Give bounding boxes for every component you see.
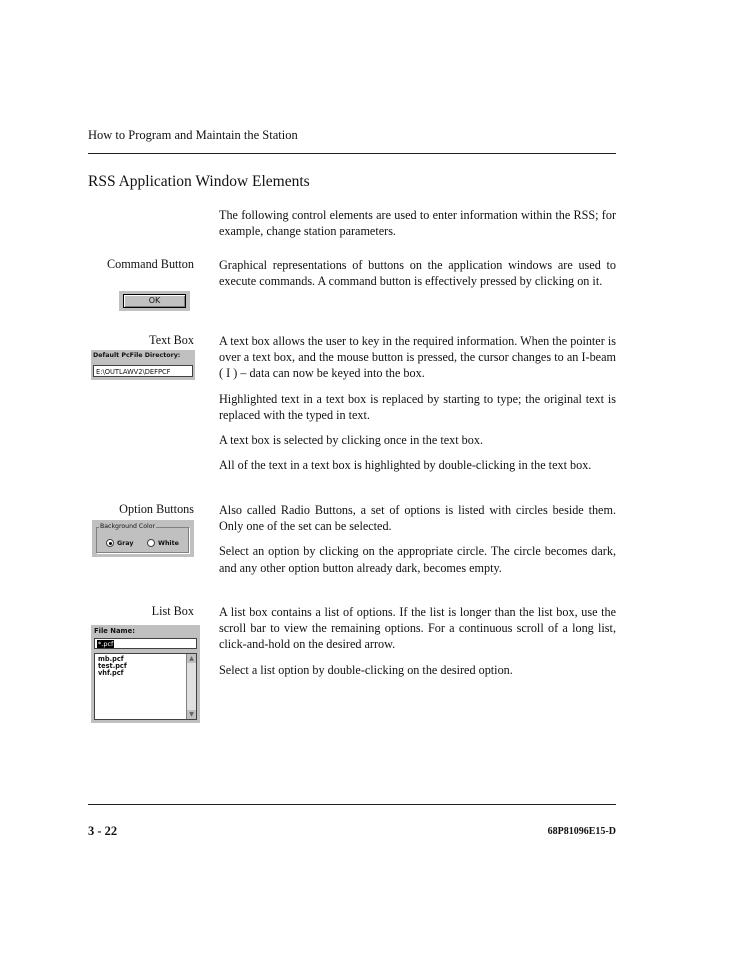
file-name-label: File Name: <box>94 627 135 635</box>
radio-option-white[interactable] <box>147 539 179 547</box>
list-box-label: List Box <box>151 604 194 618</box>
intro-text: The following control elements are used to enter information within the RSS; for example, change station parameters. <box>219 208 616 239</box>
paragraph: Graphical representations of buttons on the application windows are used to execute commands. A command button is effectively pressed by clicking on it. <box>219 258 616 289</box>
paragraph: Select a list option by double-clicking on the desired option. <box>219 662 513 677</box>
section-title: RSS Application Window Elements <box>88 173 310 190</box>
footer-rule <box>88 804 616 805</box>
text-box-description <box>219 333 616 482</box>
command-button-illustration <box>119 291 190 311</box>
radio-label: Gray <box>117 539 134 547</box>
document-number: 68P81096E15-D <box>547 826 616 837</box>
list-box-illustration <box>91 625 200 723</box>
text-box-label: Text Box <box>149 333 194 347</box>
radio-label: White <box>158 539 179 547</box>
text-box-illustration <box>91 350 195 380</box>
option-buttons-illustration <box>92 520 194 557</box>
list-item[interactable]: test.pcf <box>98 662 127 670</box>
list-item[interactable]: vhf.pcf <box>98 669 124 677</box>
vertical-scrollbar[interactable] <box>186 654 196 719</box>
paragraph: A text box allows the user to key in the required information. When the pointer is over a text box, and the mouse button is pressed, the cursor changes to an I-beam ( I ) – data can now be keyed into the box. <box>219 334 616 381</box>
file-name-input[interactable] <box>94 638 197 649</box>
paragraph: A text box is selected by clicking once in the text box. <box>219 433 484 448</box>
directory-field-label: Default PcFile Directory: <box>93 352 181 359</box>
radio-empty-icon[interactable] <box>147 539 155 547</box>
paragraph: Also called Radio Buttons, a set of options is listed with circles beside them. Only one of the set can be selected. <box>219 503 616 534</box>
option-buttons-label: Option Buttons <box>119 502 194 516</box>
paragraph: Highlighted text in a text box is replaced by starting to type; the original text is replaced with the typed in text. <box>219 391 616 422</box>
directory-input[interactable]: E:\OUTLAWV2\DEFPCF <box>93 365 193 377</box>
list-item[interactable]: mb.pcf <box>98 655 124 663</box>
paragraph: A list box contains a list of options. If the list is longer than the list box, use the scroll bar to view the remaining options. For a continuous scroll of a long list, click-and-hold on the desired arrow. <box>219 605 616 652</box>
scroll-down-arrow-icon[interactable]: ▼ <box>187 710 196 719</box>
group-legend: Background Color <box>100 523 156 530</box>
list-box-description <box>219 604 616 687</box>
radio-option-gray[interactable] <box>106 539 133 547</box>
header-rule <box>88 153 616 154</box>
command-button-label: Command Button <box>106 257 194 271</box>
page-number: 3 - 22 <box>88 824 118 838</box>
command-button-description <box>219 257 616 298</box>
file-name-value: *.pcf <box>98 640 114 648</box>
paragraph: All of the text in a text box is highlighted by double-clicking in the text box. <box>219 458 592 473</box>
paragraph: Select an option by clicking on the appropriate circle. The circle becomes dark, and any other option button already dark, becomes empty. <box>219 544 616 575</box>
scroll-up-arrow-icon[interactable]: ▲ <box>187 654 196 663</box>
option-buttons-description <box>219 502 616 585</box>
file-list[interactable] <box>94 653 197 720</box>
ok-button[interactable]: OK <box>123 294 186 308</box>
running-header: How to Program and Maintain the Station <box>88 128 298 142</box>
radio-selected-icon[interactable] <box>106 539 114 547</box>
intro-paragraph <box>219 207 616 248</box>
